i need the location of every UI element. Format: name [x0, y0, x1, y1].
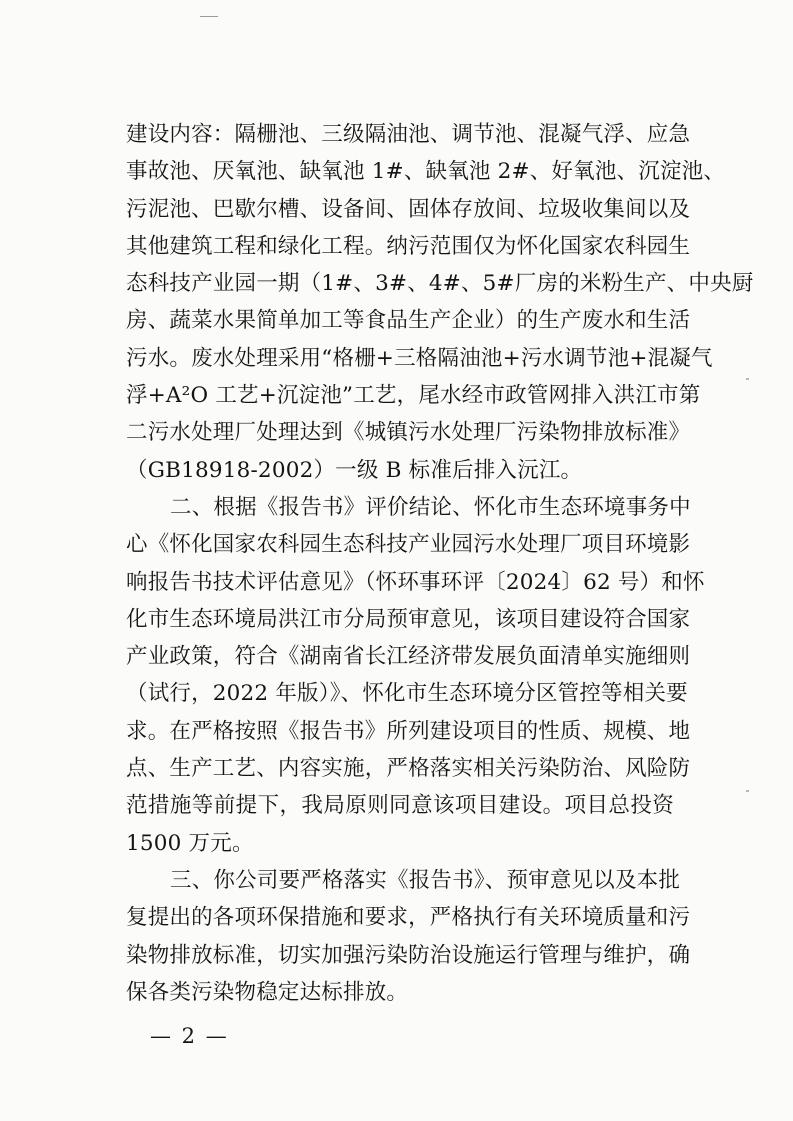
text-line: 二污水处理厂处理达到《城镇污水处理厂污染物排放标准》 [126, 420, 691, 446]
text-line: 事故池、厌氧池、缺氧池 1#、缺氧池 2#、好氧池、沉淀池、 [126, 159, 726, 185]
text-line: 建设内容：隔栅池、三级隔油池、调节池、混凝气浮、应急 [126, 122, 691, 147]
paragraph-3-line: 三、你公司要严格落实《报告书》、预审意见以及本批 [170, 867, 681, 893]
text-line: （试行，2022 年版）》、怀化市生态环境分区管控等相关要 [126, 681, 688, 707]
text-line: 染物排放标准，切实加强污染防治设施运行管理与维护，确 [126, 942, 691, 968]
document-body [126, 116, 754, 1011]
text-line: 浮+A²O 工艺+沉淀池”工艺，尾水经市政管网排入洪江市第 [126, 383, 701, 409]
text-line: 产业政策，符合《湖南省长江经济带发展负面清单实施细则 [126, 644, 691, 670]
text-line: 求。在严格按照《报告书》所列建设项目的性质、规模、地 [126, 718, 691, 744]
text-line: 复提出的各项环保措施和要求，严格执行有关环境质量和污 [126, 905, 691, 931]
paragraph-2-line: 二、根据《报告书》评价结论、怀化市生态环境事务中 [170, 494, 691, 520]
text-line: 点、生产工艺、内容实施，严格落实相关污染防治、风险防 [126, 756, 691, 782]
text-line: 房、蔬菜水果简单加工等食品生产企业）的生产废水和生活 [126, 308, 691, 334]
text-line: 响报告书技术评估意见》（怀环事环评〔2024〕62 号）和怀 [126, 569, 705, 595]
text-line: 保各类污染物稳定达标排放。 [126, 979, 409, 1005]
text-line: 心《怀化国家农科园生态科技产业园污水处理厂项目环境影 [126, 532, 691, 558]
page-number: — 2 — [150, 1024, 229, 1048]
text-line: 其他建筑工程和绿化工程。纳污范围仅为怀化国家农科园生 [126, 233, 691, 259]
text-line: 污水。废水处理采用“格栅+三格隔油池+污水调节池+混凝气 [126, 345, 713, 371]
scan-mark [746, 790, 749, 792]
text-line: 化市生态环境局洪江市分局预审意见，该项目建设符合国家 [126, 606, 691, 632]
text-line: 态科技产业园一期（1#、3#、4#、5#厂房的米粉生产、中央厨 [126, 271, 754, 297]
text-line: 污泥池、巴歇尔槽、设备间、固体存放间、垃圾收集间以及 [126, 196, 691, 222]
text-line: （GB18918-2002）一级 B 标准后排入沅江。 [126, 457, 583, 483]
text-line: 范措施等前提下，我局原则同意该项目建设。项目总投资 [126, 793, 674, 819]
scan-mark [200, 16, 218, 17]
text-line: 1500 万元。 [126, 830, 254, 856]
scan-mark [746, 378, 749, 380]
